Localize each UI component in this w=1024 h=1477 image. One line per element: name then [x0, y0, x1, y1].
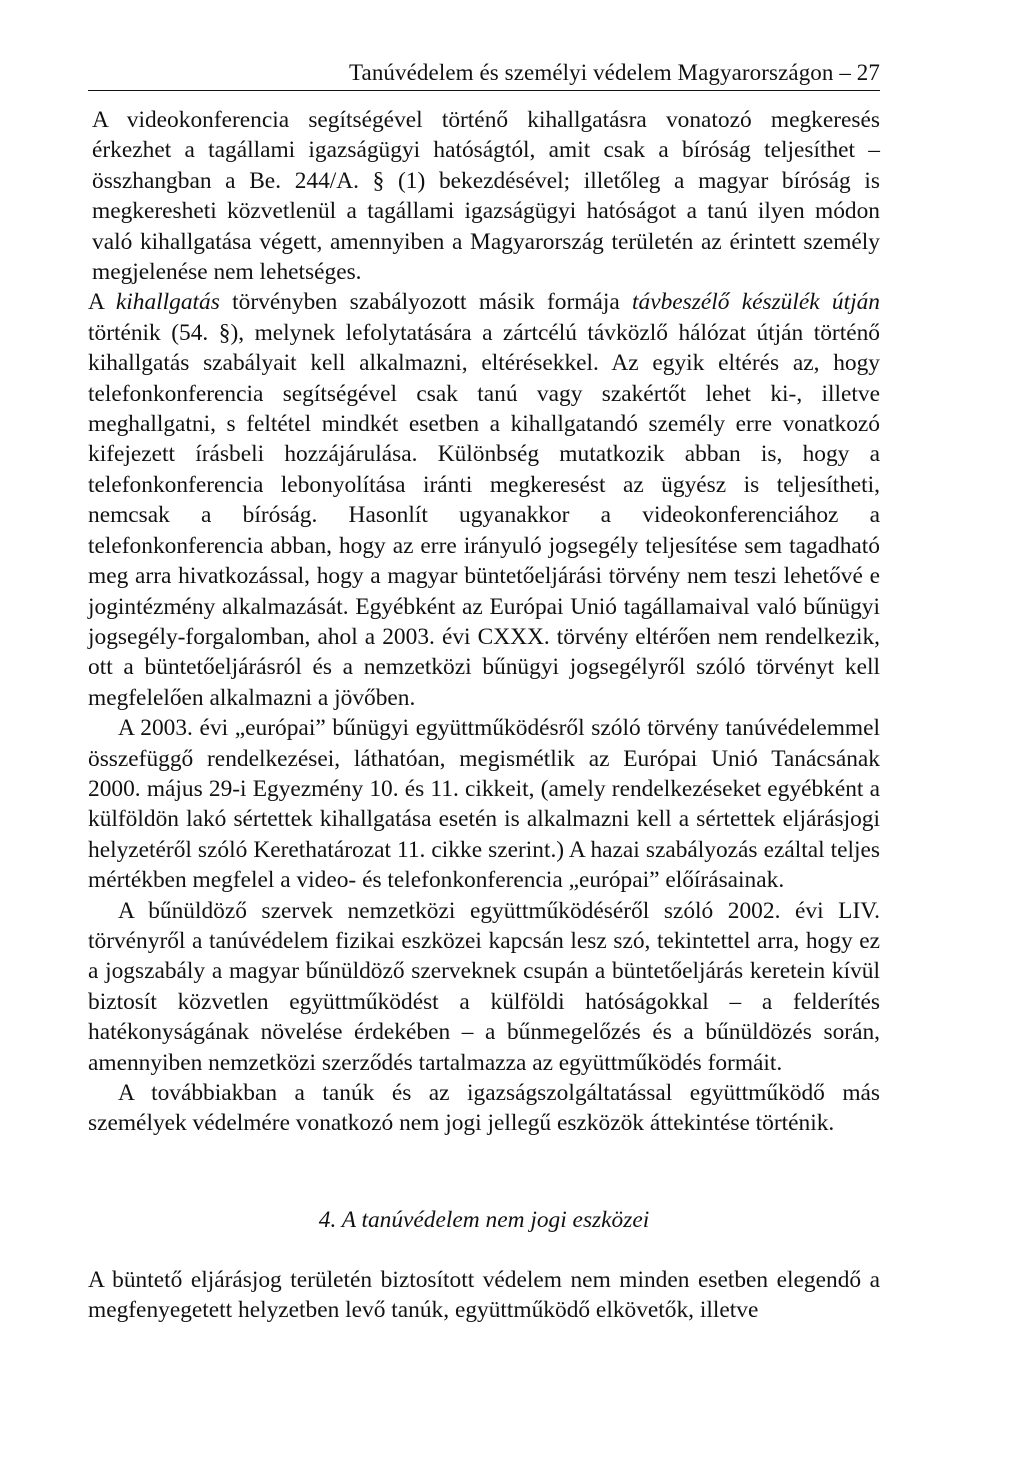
paragraph-overview: A továbbiakban a tanúk és az igazságszolgáltatással együttműködő más személyek védelmére vonatkozó nem jogi jellegű eszközök áttekintése történik.	[88, 1080, 880, 1137]
paragraph-european-act: A 2003. évi „európai” bűnügyi együttműködésről szóló törvény tanúvédelemmel összefüggő rendelkezései, láthatóan, megismétlik az Európai Unió Tanácsának 2000. május 29-i Egyezmény 10. és 11. cikkeit, (amely rendelkezéseket egyébként a külföldön lakó sértettek kihallgatása esetén is alkalmazni kell a sértettek eljárásjogi helyzetéről szóló Kerethatározat 11. cikke szerint.) A hazai szabályozás ezáltal teljes mértékben megfelel a video- és telefonkonferencia „európai” előírásainak.	[88, 715, 880, 894]
p2-italic-tavbeszelo: távbeszélő készülék útján	[632, 289, 881, 316]
body-text	[88, 105, 880, 1139]
p2-text-e: történik (54. §), melynek lefolytatására a zártcélú távközlő hálózat útján történő kihallgatás szabályait kell alkalmazni, eltérésekkel. Az egyik eltérés az, hogy telefonkonferencia segítségével csak tanú vagy szakértőt lehet ki-, illetve meghallgatni, s feltétel mindkét esetben a kihallgatandó személy erre vonatkozó kifejezett írásbeli hozzájárulása. Különbség mutatkozik abban is, hogy a telefonkonferencia lebonyolítása iránti megkeresést az ügyész is teljesítheti, nemcsak a bíróság. Hasonlít ugyanakkor a videokonferenciához a telefonkonferencia abban, hogy az erre irányuló jogsegély teljesítése sem tagadható meg arra hivatkozással, hogy a magyar büntetőeljárási törvény nem teszi lehetővé e jogintézmény alkalmazását. Egyébként az Európai Unió tagállamaival való bűnügyi jogsegély-forgalomban, ahol a 2003. évi CXXX. törvény eltérően nem rendelkezik, ott a büntetőeljárásról és a nemzetközi bűnügyi jogsegélyről szóló törvényt kell megfelelően alkalmazni a jövőben.	[88, 319, 880, 711]
p2-text-a: A	[88, 289, 116, 316]
section-heading: 4. A tanúvédelem nem jogi eszközei	[318, 1206, 650, 1233]
paragraph-videoconference: A videokonferencia segítségével történő kihallgatásra vonatozó megkeresés érkezhet a tagállami igazságügyi hatóságtól, amit csak a bíróság teljesíthet – összhangban a Be. 244/A. § (1) bekezdésével; illetőleg a magyar bíróság is megkeresheti közvetlenül a tagállami igazságügyi hatóságot a tanú ilyen módon való kihallgatása végett, amennyiben a Magyarország területén az érintett személy megjelenése nem lehetséges.	[92, 107, 880, 286]
paragraph-law-enforcement: A bűnüldöző szervek nemzetközi együttműködéséről szóló 2002. évi LIV. törvényről a tanúvédelem fizikai eszközei kapcsán lesz szó, tekintettel arra, hogy ez a jogszabály a magyar bűnüldöző szerveknek csupán a büntetőeljárás keretein kívül biztosít közvetlen együttműködést a külföldi hatóságokkal – a felderítés hatékonyságának növelése érdekében – a bűnmegelőzés és a bűnüldözés során, amennyiben nemzetközi szerződés tartalmazza az együttműködés formáit.	[88, 897, 880, 1076]
section-body	[88, 1265, 880, 1326]
paragraph-section-opening: A büntető eljárásjog területén biztosított védelem nem minden esetben elegendő a megfenyegetett helyzetben levő tanúk, együttműködő elkövetők, illetve	[88, 1266, 880, 1324]
p2-italic-kihallgatas: kihallgatás	[115, 289, 220, 316]
p2-text-c: törvényben szabályozott másik formája	[219, 289, 632, 316]
running-header	[88, 58, 880, 91]
book-page	[88, 58, 880, 1326]
paragraph-telephone-hearing	[88, 287, 880, 713]
running-title: Tanúvédelem és személyi védelem Magyarországon – 27	[348, 60, 880, 85]
